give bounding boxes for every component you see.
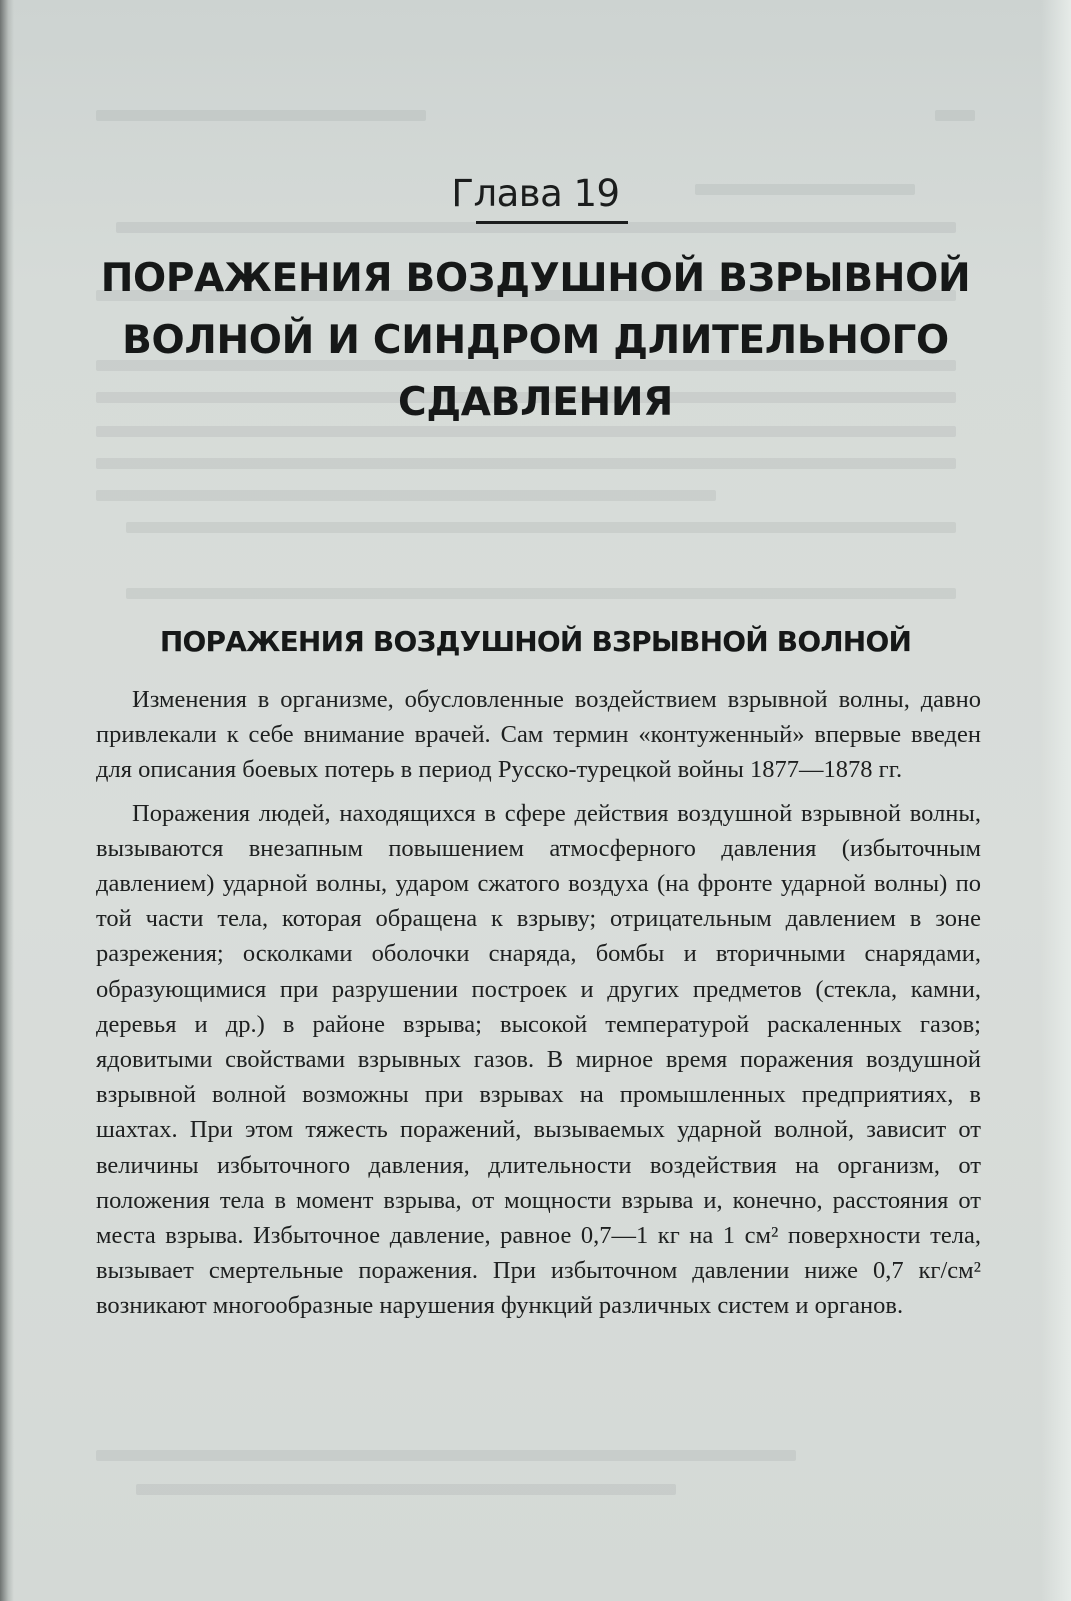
chapter-label: Глава 19 (451, 172, 620, 215)
page-right-edge (1041, 0, 1071, 1601)
body-text (96, 682, 981, 1324)
paragraph: Поражения людей, находящихся в сфере действия воздушной взрывной волны, вызываются внезапным повышением атмосферного давления (избыточным давлением) ударной волны, ударом сжатого воздуха (на фронте ударной волны) по той части тела, которая обращена к взрыву; отрицательным давлением в зоне разрежения; осколками оболочки снаряда, бомбы и вторичными снарядами, образующимися при разрушении построек и других предметов (стекла, камни, деревья и др.) в районе взрыва; высокой температурой раскаленных газов; ядовитыми свойствами взрывных газов. В мирное время поражения воздушной взрывной волной возможны при взрывах на промышленных предприятиях, в шахтах. При этом тяжесть поражений, вызываемых ударной волной, зависит от величины избыточного давления, длительности воздействия на организм, от положения тела в момент взрыва, от мощности взрыва и, конечно, расстояния от места взрыва. Избыточное давление, равное 0,7—1 кг на 1 см² поверхности тела, вызывает смертельные поражения. При избыточном давлении ниже 0,7 кг/см² возникают многообразные нарушения функций различных систем и органов. (96, 799, 981, 1320)
chapter-title: ПОРАЖЕНИЯ ВОЗДУШНОЙ ВЗРЫВНОЙ ВОЛНОЙ И СИНДРОМ ДЛИТЕЛЬНОГО СДАВЛЕНИЯ (100, 256, 971, 425)
paragraph: Изменения в организме, обусловленные воздействием взрывной волны, давно привлекали к себе внимание врачей. Сам термин «контуженный» впервые введен для описания боевых потерь в период Русско-турецкой войны 1877—1878 гг. (96, 686, 981, 784)
chapter-underline (476, 221, 628, 224)
section-heading: ПОРАЖЕНИЯ ВОЗДУШНОЙ ВЗРЫВНОЙ ВОЛНОЙ (159, 625, 912, 658)
page-left-edge (0, 0, 14, 1601)
